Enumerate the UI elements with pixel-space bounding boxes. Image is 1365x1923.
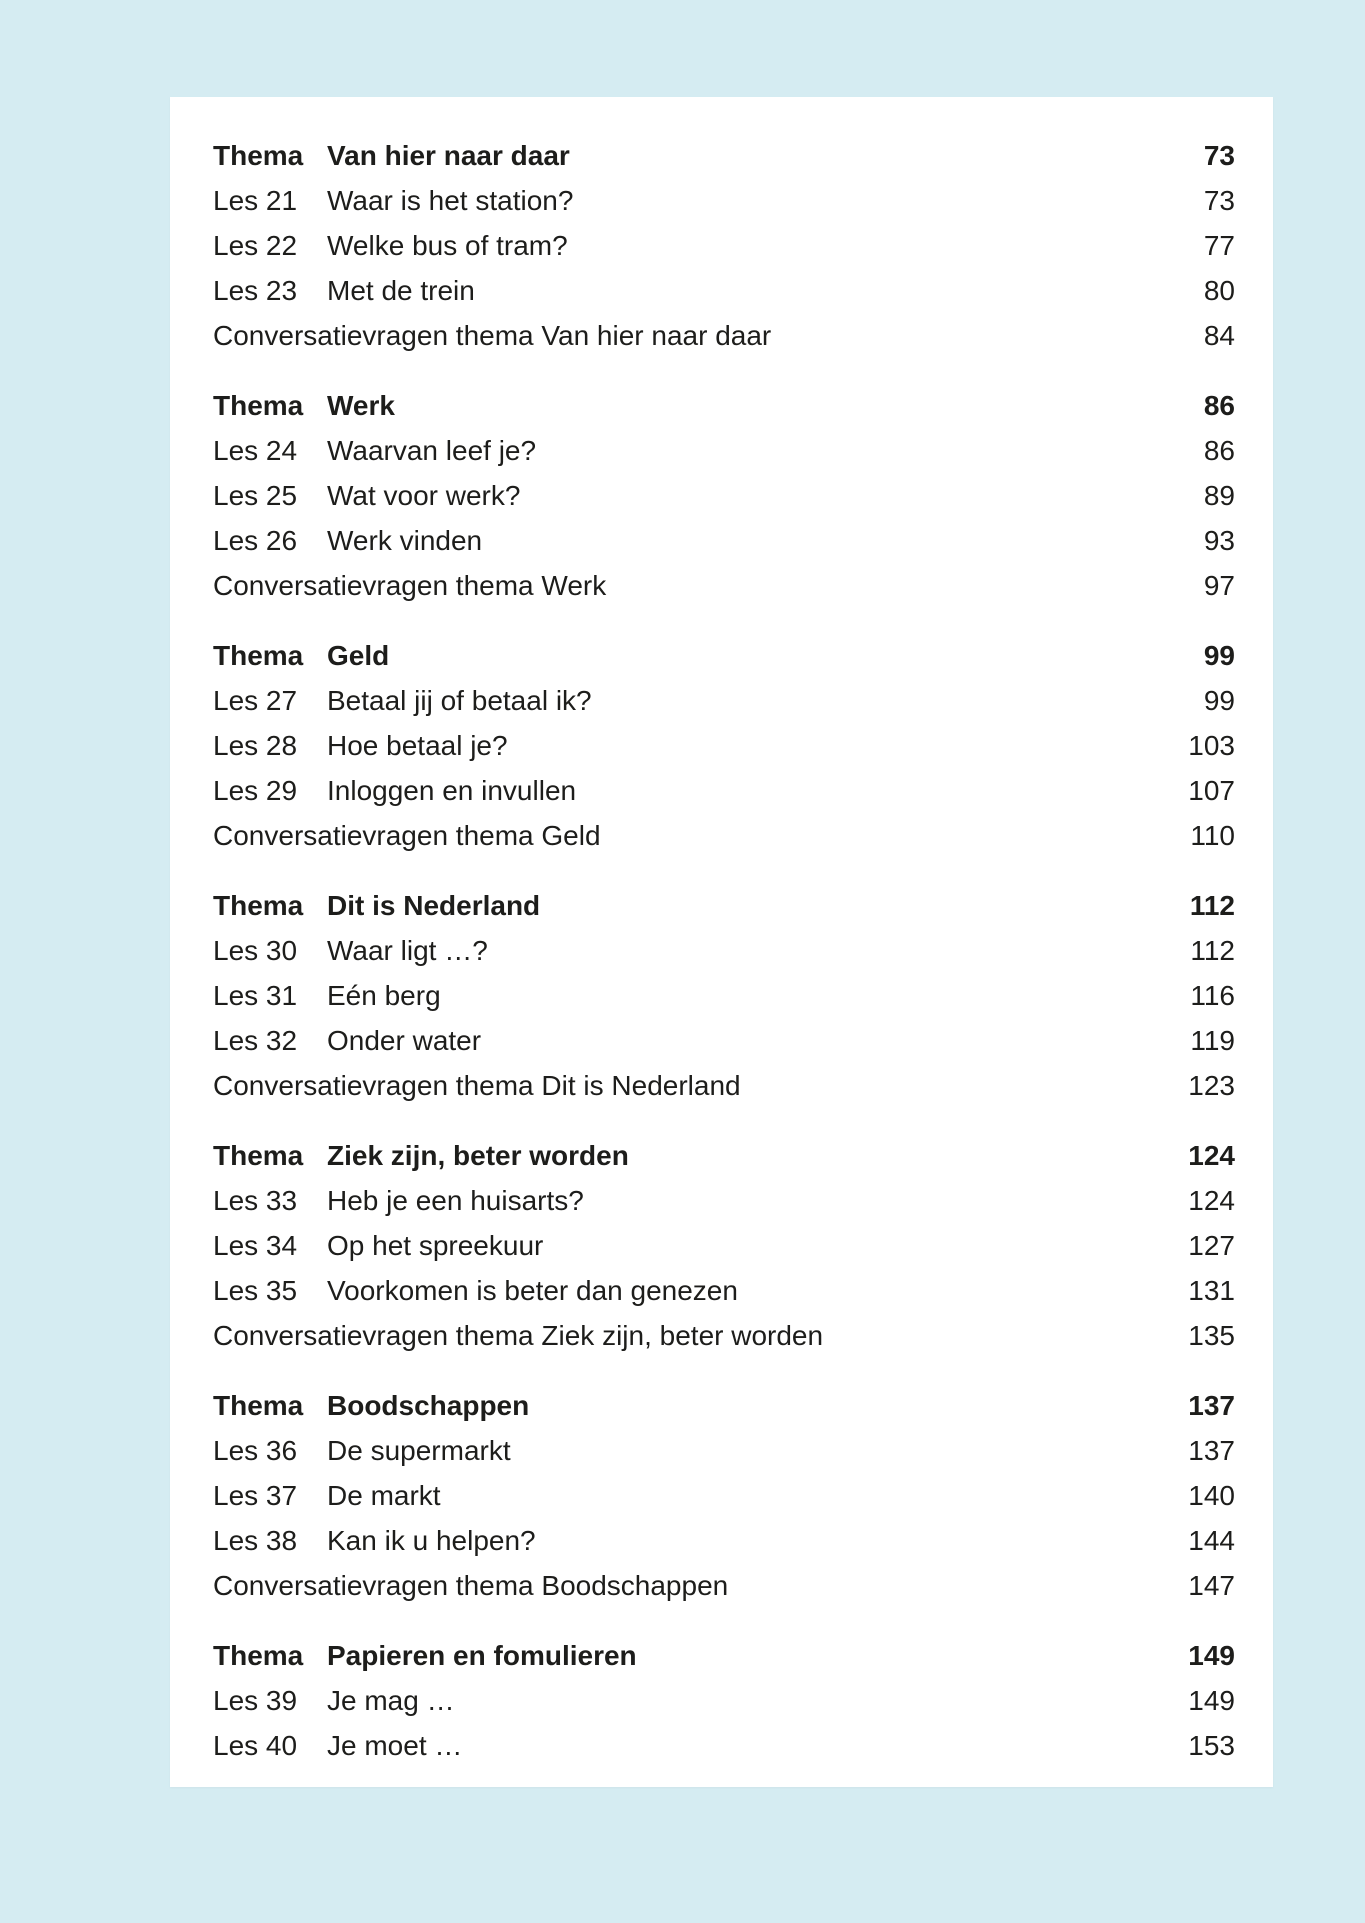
page-number: 86	[1203, 435, 1235, 466]
page-number: 116	[1190, 980, 1235, 1011]
page	[170, 97, 1273, 1787]
page-number: 99	[1203, 640, 1235, 671]
thema-row	[213, 133, 1235, 178]
thema-title: Werk	[327, 390, 395, 421]
thema-title: Papieren en fomulieren	[327, 1640, 637, 1671]
page-number: 144	[1188, 1525, 1235, 1556]
les-row	[213, 1518, 1235, 1563]
les-label: Les 32	[213, 1025, 298, 1056]
thema-row	[213, 633, 1235, 678]
les-row	[213, 1268, 1235, 1313]
les-row	[213, 1428, 1235, 1473]
les-row	[213, 1678, 1235, 1723]
thema-row	[213, 1633, 1235, 1678]
page-number: 123	[1188, 1070, 1235, 1101]
les-label: Les 21	[213, 185, 298, 216]
les-title: Heb je een huisarts?	[327, 1185, 584, 1216]
page-number: 137	[1188, 1390, 1235, 1421]
les-title: Waarvan leef je?	[327, 435, 537, 466]
page-number: 77	[1203, 230, 1235, 261]
les-label: Les 25	[213, 480, 298, 511]
page-number: 124	[1188, 1140, 1235, 1171]
thema-label: Thema	[213, 1390, 304, 1421]
les-title: Je mag …	[327, 1685, 455, 1716]
les-row	[213, 973, 1235, 1018]
conversatievragen-title: Conversatievragen thema Geld	[213, 820, 601, 851]
page-number: 147	[1188, 1570, 1235, 1601]
page-number: 107	[1188, 775, 1235, 806]
thema-row	[213, 383, 1235, 428]
thema-label: Thema	[213, 140, 304, 171]
thema-label: Thema	[213, 1140, 304, 1171]
conversatievragen-row	[213, 313, 1235, 358]
page-number: 89	[1203, 480, 1235, 511]
les-row	[213, 723, 1235, 768]
conversatievragen-row	[213, 813, 1235, 858]
toc-section	[213, 633, 1235, 858]
thema-title: Van hier naar daar	[327, 140, 570, 171]
page-number: 99	[1203, 685, 1235, 716]
conversatievragen-title: Conversatievragen thema Van hier naar daar	[213, 320, 772, 351]
toc-section	[213, 133, 1235, 358]
les-label: Les 35	[213, 1275, 298, 1306]
page-number: 127	[1188, 1230, 1235, 1261]
page-number: 93	[1203, 525, 1235, 556]
page-number: 140	[1188, 1480, 1235, 1511]
les-title: Op het spreekuur	[327, 1230, 544, 1261]
page-number: 149	[1188, 1640, 1235, 1671]
les-row	[213, 928, 1235, 973]
les-title: Onder water	[327, 1025, 482, 1056]
les-label: Les 38	[213, 1525, 298, 1556]
page-number: 135	[1188, 1320, 1235, 1351]
page-number: 124	[1188, 1185, 1235, 1216]
les-row	[213, 1223, 1235, 1268]
page-number: 110	[1190, 820, 1235, 851]
thema-row	[213, 1383, 1235, 1428]
les-label: Les 26	[213, 525, 298, 556]
les-row	[213, 678, 1235, 723]
page-number: 112	[1190, 935, 1235, 966]
les-title: Met de trein	[327, 275, 475, 306]
toc-section	[213, 1133, 1235, 1358]
page-number: 137	[1188, 1435, 1235, 1466]
page-number: 112	[1189, 890, 1235, 921]
thema-row	[213, 883, 1235, 928]
les-row	[213, 1178, 1235, 1223]
les-row	[213, 178, 1235, 223]
les-row	[213, 1473, 1235, 1518]
conversatievragen-title: Conversatievragen thema Werk	[213, 570, 607, 601]
les-title: De markt	[327, 1480, 441, 1511]
les-row	[213, 1018, 1235, 1063]
les-label: Les 27	[213, 685, 298, 716]
table-of-contents	[213, 133, 1235, 1768]
les-title: Hoe betaal je?	[327, 730, 508, 761]
thema-label: Thema	[213, 890, 304, 921]
les-label: Les 37	[213, 1480, 298, 1511]
les-label: Les 30	[213, 935, 298, 966]
les-label: Les 31	[213, 980, 298, 1011]
toc-section	[213, 383, 1235, 608]
thema-title: Dit is Nederland	[327, 890, 541, 921]
page-number: 73	[1203, 140, 1235, 171]
les-title: Je moet …	[327, 1730, 463, 1761]
les-label: Les 22	[213, 230, 298, 261]
toc-section	[213, 1383, 1235, 1608]
thema-label: Thema	[213, 640, 304, 671]
les-title: Eén berg	[327, 980, 441, 1011]
page-number: 86	[1203, 390, 1235, 421]
page-number: 103	[1188, 730, 1235, 761]
les-label: Les 23	[213, 275, 298, 306]
thema-title: Ziek zijn, beter worden	[327, 1140, 629, 1171]
toc-section	[213, 883, 1235, 1108]
les-label: Les 24	[213, 435, 298, 466]
les-title: Wat voor werk?	[327, 480, 521, 511]
les-label: Les 36	[213, 1435, 298, 1466]
toc-section	[213, 1633, 1235, 1768]
les-title: Waar is het station?	[327, 185, 574, 216]
conversatievragen-row	[213, 563, 1235, 608]
les-row	[213, 223, 1235, 268]
page-number: 131	[1188, 1275, 1235, 1306]
page-number: 80	[1203, 275, 1235, 306]
les-label: Les 29	[213, 775, 298, 806]
les-row	[213, 518, 1235, 563]
les-label: Les 33	[213, 1185, 298, 1216]
les-title: Kan ik u helpen?	[327, 1525, 536, 1556]
conversatievragen-row	[213, 1063, 1235, 1108]
les-title: Waar ligt …?	[327, 935, 488, 966]
page-number: 149	[1188, 1685, 1235, 1716]
conversatievragen-row	[213, 1563, 1235, 1608]
les-label: Les 40	[213, 1730, 298, 1761]
les-title: Voorkomen is beter dan genezen	[327, 1275, 738, 1306]
les-title: Betaal jij of betaal ik?	[327, 685, 592, 716]
thema-title: Boodschappen	[327, 1390, 530, 1421]
les-title: Welke bus of tram?	[327, 230, 568, 261]
thema-row	[213, 1133, 1235, 1178]
les-label: Les 28	[213, 730, 298, 761]
thema-label: Thema	[213, 1640, 304, 1671]
les-row	[213, 268, 1235, 313]
conversatievragen-title: Conversatievragen thema Ziek zijn, beter worden	[213, 1320, 824, 1351]
les-label: Les 34	[213, 1230, 298, 1261]
les-title: Inloggen en invullen	[327, 775, 577, 806]
page-number: 84	[1203, 320, 1235, 351]
conversatievragen-title: Conversatievragen thema Dit is Nederland	[213, 1070, 741, 1101]
les-label: Les 39	[213, 1685, 298, 1716]
conversatievragen-row	[213, 1313, 1235, 1358]
page-number: 153	[1188, 1730, 1235, 1761]
page-number: 97	[1203, 570, 1235, 601]
les-row	[213, 428, 1235, 473]
les-row	[213, 1723, 1235, 1768]
page-number: 73	[1203, 185, 1235, 216]
conversatievragen-title: Conversatievragen thema Boodschappen	[213, 1570, 729, 1601]
les-title: De supermarkt	[327, 1435, 511, 1466]
thema-title: Geld	[327, 640, 390, 671]
les-row	[213, 768, 1235, 813]
les-title: Werk vinden	[327, 525, 483, 556]
thema-label: Thema	[213, 390, 304, 421]
page-number: 119	[1190, 1025, 1235, 1056]
les-row	[213, 473, 1235, 518]
